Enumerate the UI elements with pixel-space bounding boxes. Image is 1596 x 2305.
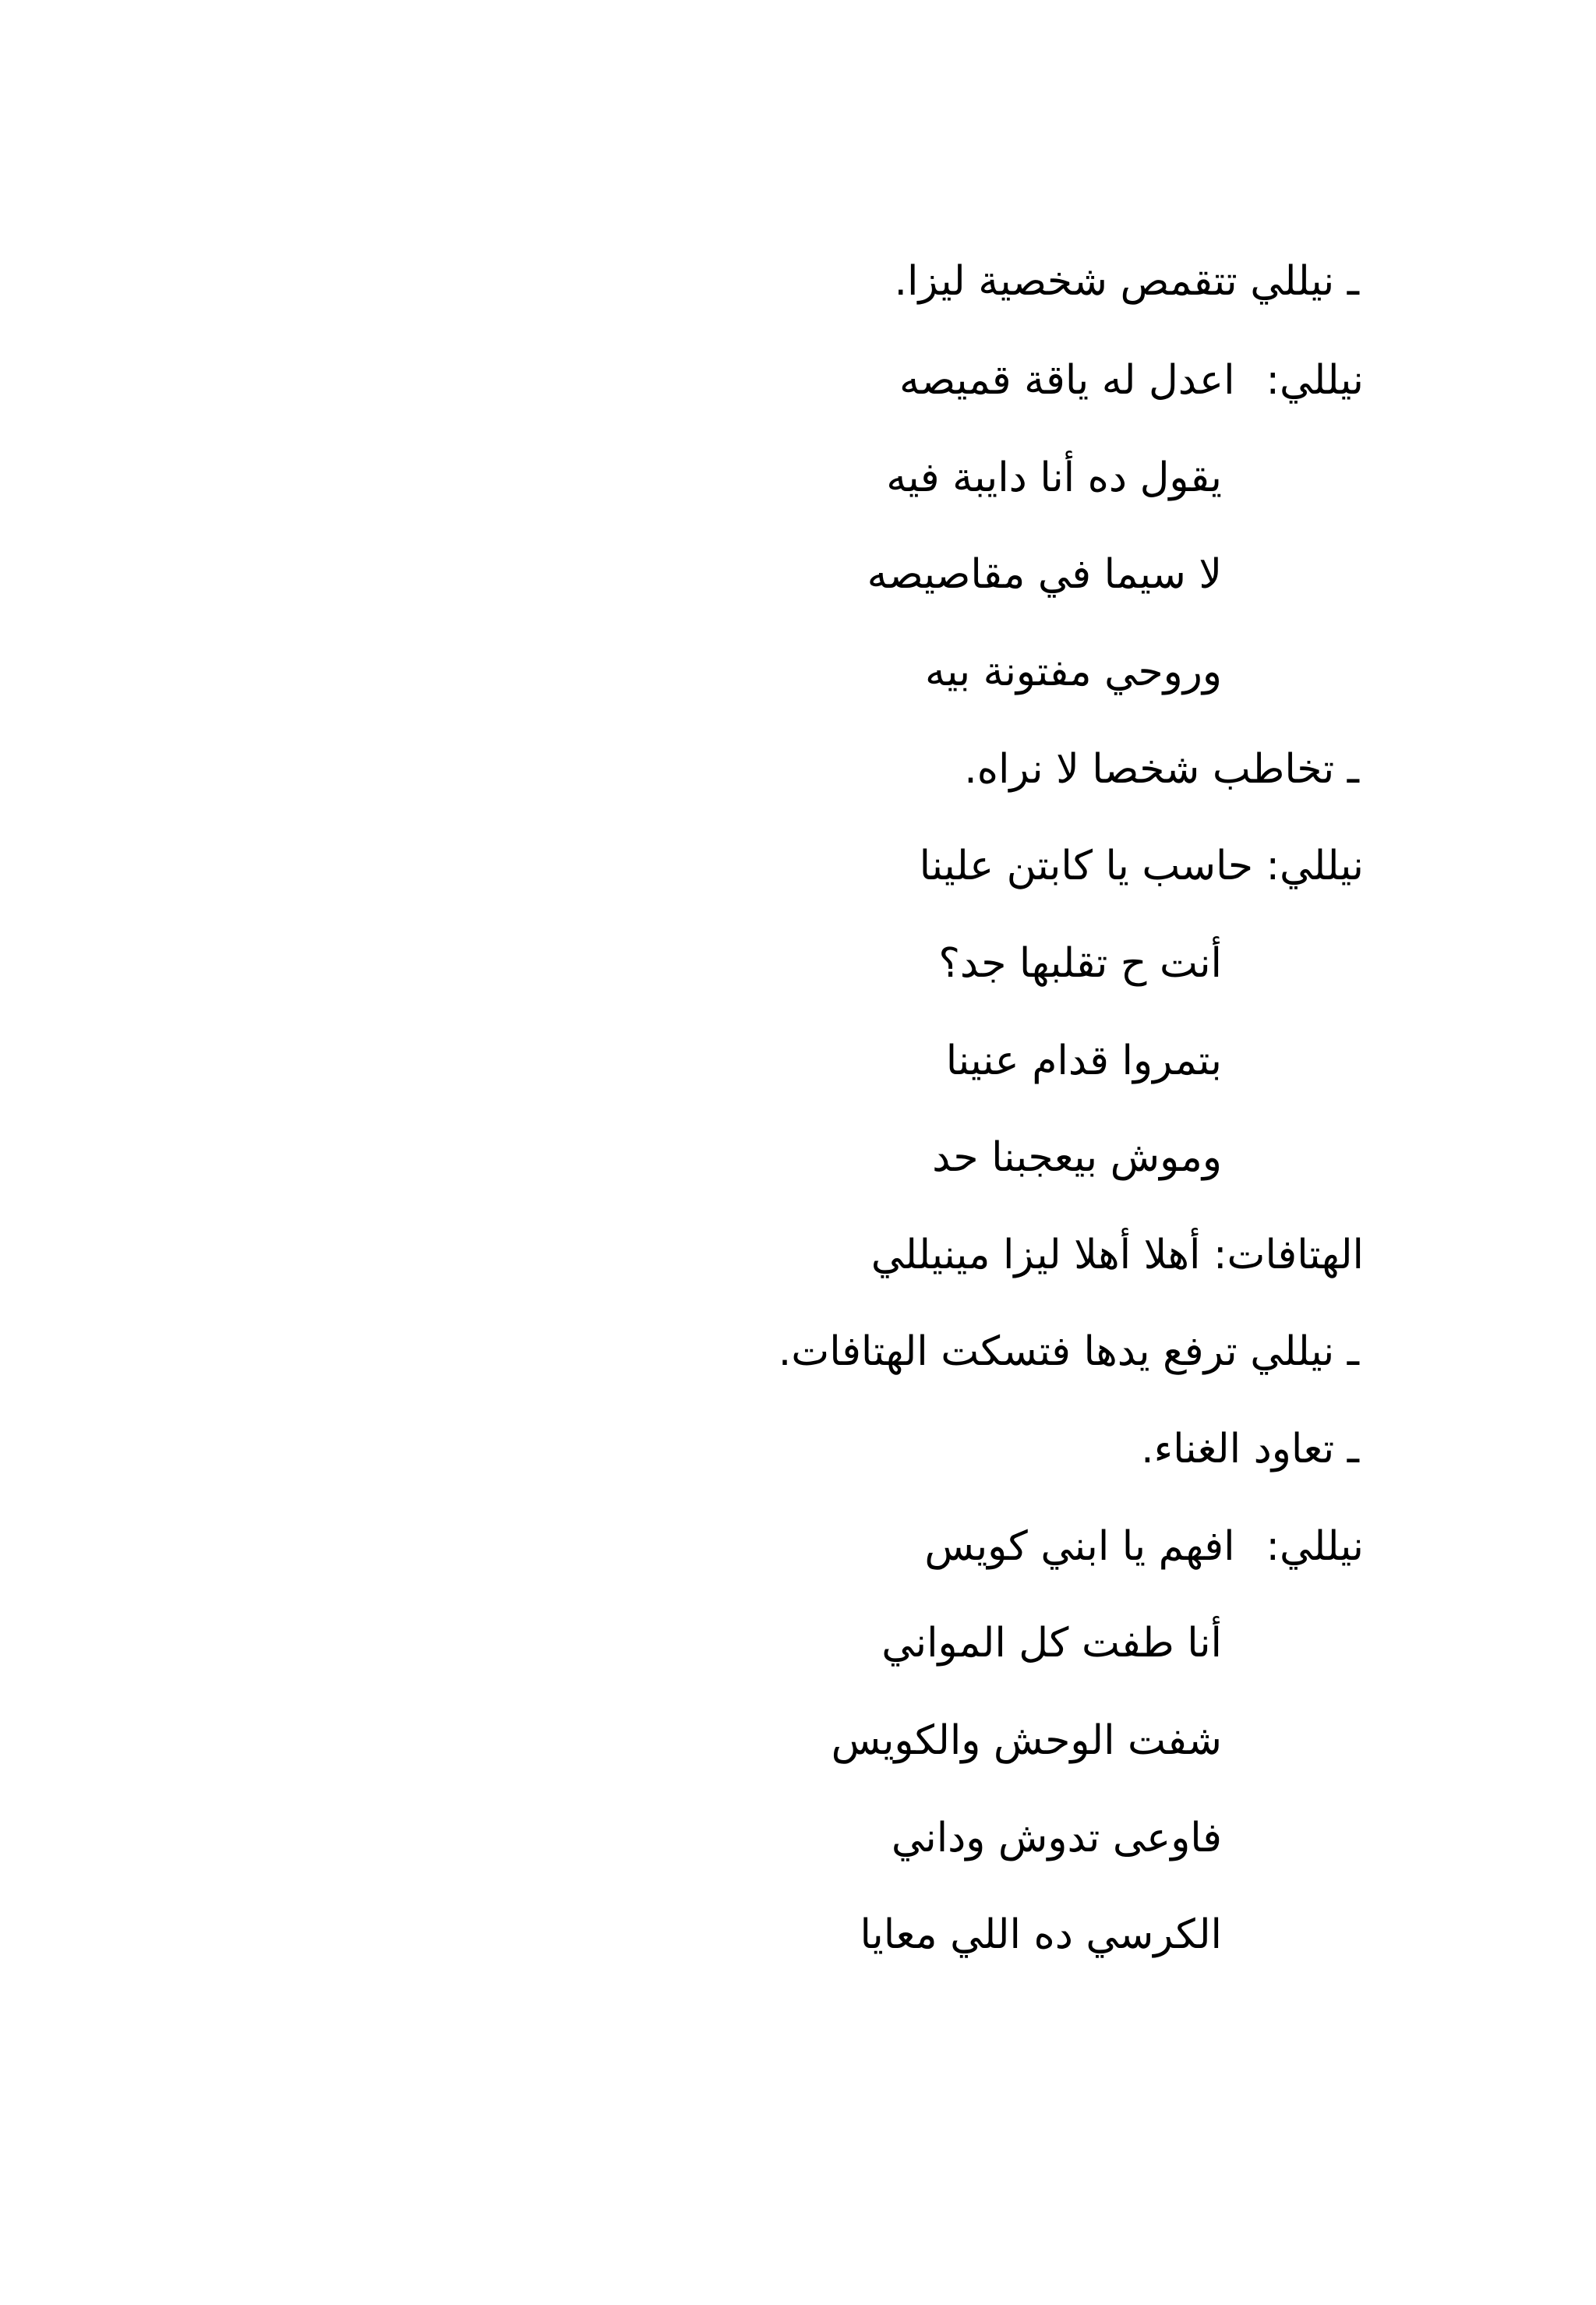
verse-line — [832, 1716, 1222, 1766]
verse-line — [892, 1813, 1222, 1863]
verse-line — [938, 939, 1222, 988]
stage-direction-text: ـ نيللي تتقمص شخصية ليزا. — [894, 258, 1359, 305]
stage-direction — [894, 256, 1359, 306]
verse-line — [867, 550, 1222, 599]
dialogue-line — [871, 1230, 1364, 1280]
dialogue-line — [924, 1522, 1364, 1571]
verse-text: لا سيما في مقاصيصه — [867, 551, 1222, 598]
verse-text: فاوعى تدوش وداني — [891, 1815, 1222, 1861]
verse-text: بتمروا قدام عنينا — [945, 1038, 1222, 1084]
verse-line — [925, 647, 1222, 697]
verse-line — [946, 1036, 1222, 1086]
verse-text: وروحي مفتونة بيه — [925, 649, 1222, 695]
stage-direction-text: ـ تخاطب شخصا لا نراه. — [964, 746, 1359, 793]
verse-line — [860, 1910, 1222, 1960]
dialogue-line — [920, 841, 1364, 891]
verse-line — [932, 1133, 1222, 1183]
verse-text: وموش بيعجبنا حد — [932, 1134, 1222, 1181]
dialogue-text: أهلا أهلا ليزا مينيللي — [870, 1232, 1201, 1278]
speaker-name: نيللي: — [1266, 1523, 1364, 1570]
stage-direction — [964, 744, 1359, 794]
speaker-name: الهتافات: — [1213, 1232, 1364, 1278]
verse-text: أنا طفت كل المواني — [881, 1620, 1222, 1667]
verse-text: يقول ده أنا دايبة فيه — [886, 454, 1222, 501]
stage-direction-text: ـ تعاود الغناء. — [1141, 1426, 1359, 1472]
dialogue-text: اعدل له ياقة قميصه — [899, 357, 1235, 404]
verse-text: الكرسي ده اللي معايا — [860, 1911, 1222, 1958]
speaker-name: نيللي: — [1266, 843, 1364, 889]
verse-text: أنت ح تقلبها جد؟ — [938, 940, 1222, 987]
stage-direction — [779, 1327, 1359, 1377]
verse-line — [886, 453, 1222, 503]
dialogue-text: افهم يا ابني كويس — [924, 1523, 1235, 1570]
speaker-name: نيللي: — [1266, 357, 1364, 404]
verse-text: شفت الوحش والكويس — [831, 1717, 1222, 1764]
stage-direction — [1141, 1424, 1359, 1474]
verse-line — [881, 1618, 1222, 1668]
dialogue-line — [899, 355, 1364, 405]
stage-direction-text: ـ نيللي ترفع يدها فتسكت الهتافات. — [778, 1328, 1359, 1375]
dialogue-text: حاسب يا كابتن علينا — [919, 843, 1253, 889]
